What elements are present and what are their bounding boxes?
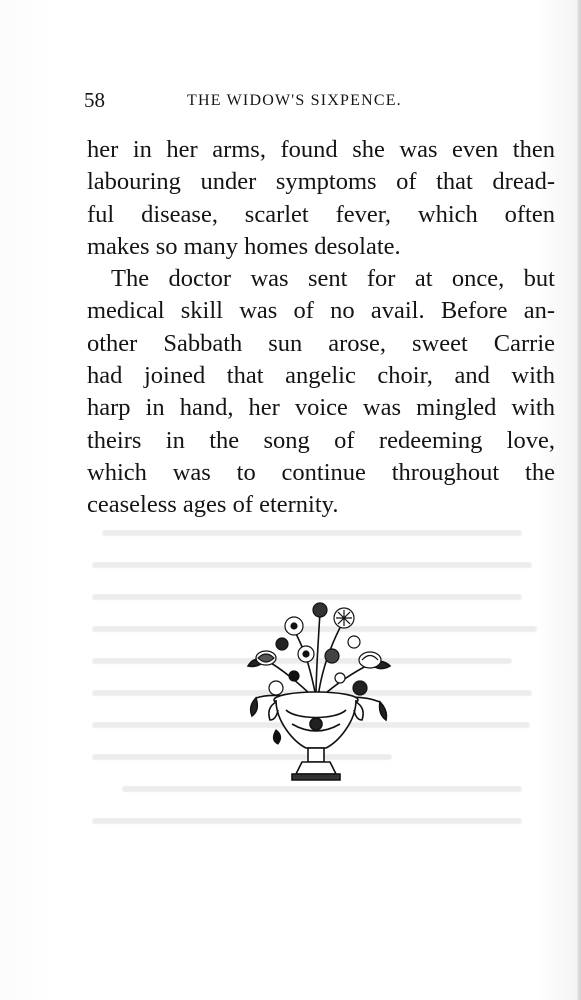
text-line: ful disease, scarlet fever, which often bbox=[87, 200, 555, 228]
page-edge-shadow bbox=[577, 0, 581, 1000]
text-line: medical skill was of no avail. Before an- bbox=[87, 297, 555, 325]
running-head: THE WIDOW'S SIXPENCE. bbox=[187, 92, 402, 109]
text-line: The doctor was sent for at once, but bbox=[111, 265, 555, 293]
text-line: ceaseless ages of eternity. bbox=[87, 491, 339, 519]
text-line: which was to continue throughout the bbox=[87, 458, 555, 486]
body-text bbox=[87, 134, 555, 522]
text-line: had joined that angelic choir, and with bbox=[87, 362, 555, 390]
flower-vase-icon bbox=[236, 602, 396, 792]
text-line: other Sabbath sun arose, sweet Carrie bbox=[87, 329, 555, 357]
page-header bbox=[84, 86, 484, 116]
text-line: makes so many homes desolate. bbox=[87, 232, 401, 260]
text-line: theirs in the song of redeeming love, bbox=[87, 426, 555, 454]
text-line: labouring under symptoms of that dread- bbox=[87, 168, 555, 196]
text-line: her in her arms, found she was even then bbox=[87, 136, 555, 163]
text-line: harp in hand, her voice was mingled with bbox=[87, 394, 555, 422]
page-number: 58 bbox=[84, 88, 105, 112]
